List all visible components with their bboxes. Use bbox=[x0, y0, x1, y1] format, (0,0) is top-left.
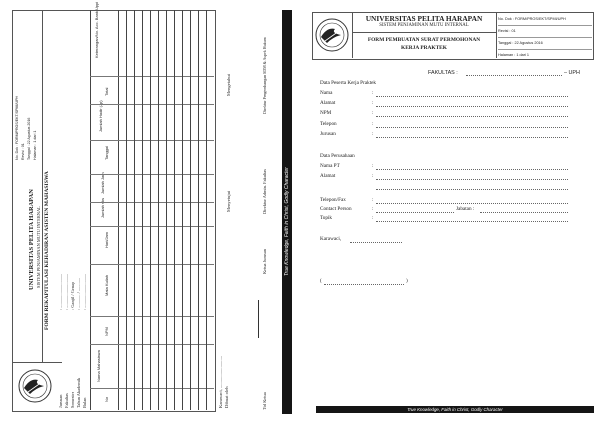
recap-col-total: Total bbox=[104, 87, 109, 96]
recap-col-npm: NPM bbox=[104, 327, 109, 336]
recap-docinfo: No. Dok : FORM/PROS/EKT/SPMI/UPH Revisi : 01 Tanggal : 22 Agustus 2016 Halaman : 1 dari 1 bbox=[15, 95, 37, 160]
alamatpt-input-2[interactable] bbox=[376, 185, 568, 190]
recap-table-left-border bbox=[90, 10, 91, 410]
namapt-input[interactable] bbox=[376, 165, 568, 170]
recap-sign-mengetahui: Mengetahui bbox=[226, 74, 231, 96]
letter-title: FORM PEMBUATAN SURAT PERMOHONAN KERJA PRAKTEK bbox=[367, 37, 481, 51]
recap-col-nama: Nama Mahasiswa bbox=[96, 350, 101, 382]
recap-col-tanggal: Tanggal bbox=[104, 145, 109, 160]
letter-company-section: Data Perusahaan bbox=[320, 153, 355, 159]
letter-field-npm: NPM bbox=[320, 110, 332, 116]
letter-colon-2: : bbox=[372, 100, 374, 106]
letter-colon-8: : bbox=[372, 197, 374, 203]
recap-logo bbox=[16, 368, 54, 404]
topik-input[interactable] bbox=[376, 217, 568, 222]
letter-colon-1: : bbox=[372, 90, 374, 96]
recap-col-matkul: Mata Kuliah bbox=[104, 274, 109, 296]
alamat-input[interactable] bbox=[376, 102, 568, 107]
letter-colon-7: : bbox=[372, 173, 374, 179]
letter-header-info-divider bbox=[496, 12, 497, 58]
letter-field-alamatpt: Alamat bbox=[320, 173, 336, 179]
letter-field-telfax: Telepon/Fax bbox=[320, 197, 346, 203]
karawaci-date-input[interactable] bbox=[350, 238, 402, 243]
alamatpt-input[interactable] bbox=[376, 175, 568, 180]
letter-sign-close: ) bbox=[406, 278, 408, 284]
motto-band-text: True Knowledge, Faith in Christ, Godly Character bbox=[284, 167, 290, 276]
recap-form-title: FORM REKAPITULASI KEHADIRAN ASISTEN MAHASISWA bbox=[44, 171, 50, 330]
recap-sign-karawaci: Karawaci, ............................ Dibuat oleh bbox=[218, 355, 229, 408]
recap-title-divider bbox=[42, 10, 43, 362]
recap-col-ket: Keterangan/No. Acc. Bank Uppi bbox=[94, 1, 99, 58]
recap-header-divider bbox=[12, 362, 62, 363]
letter-colon-10: : bbox=[372, 215, 374, 221]
recap-university: UNIVERSITAS PELITA HARAPAN bbox=[28, 189, 35, 290]
letter-university: UNIVERSITAS PELITA HARAPAN bbox=[365, 14, 483, 23]
letter-colon-3: : bbox=[372, 110, 374, 116]
letter-colon-6: : bbox=[372, 163, 374, 169]
telepon-input[interactable] bbox=[376, 123, 568, 128]
letter-fakultas-line bbox=[466, 71, 562, 76]
signature-name-input[interactable] bbox=[324, 280, 404, 285]
letter-header-midrule bbox=[352, 32, 496, 33]
recap-col-hari: Hari/Jam bbox=[104, 231, 109, 248]
recap-sign-direktur: Direktur Admin. Fakultas bbox=[262, 169, 267, 214]
letter-field-contact: Contact Person bbox=[320, 206, 352, 212]
npm-input[interactable] bbox=[376, 112, 568, 117]
recap-field-values: : ............................... : ............................... : Ganjil / Genap : ............ / ............ : ............................... bbox=[58, 273, 87, 310]
letter-field-telepon: Telepon bbox=[320, 121, 337, 127]
jabatan-input[interactable] bbox=[480, 208, 568, 213]
recap-fields: Jurusan Fakultas Semester Tahun Akademik Bulan bbox=[58, 377, 87, 408]
letter-field-nama: Nama bbox=[320, 90, 333, 96]
letter-colon-4: : bbox=[372, 121, 374, 127]
recap-sign-menyetujui: Menyetujui bbox=[226, 190, 231, 212]
letter-sign-open: ( bbox=[320, 278, 322, 284]
recap-sign-direktur-sdm: Direktur Pengembangan SDM & Aspek Hukum bbox=[262, 37, 267, 114]
letter-colon-9: : bbox=[372, 206, 374, 212]
letter-fakultas: FAKULTAS : bbox=[428, 70, 458, 76]
recap-table bbox=[90, 10, 214, 410]
recap-col-sks: Jumlah sks bbox=[100, 197, 105, 218]
letter-docinfo: No. Dok : FORM/PROS/EKT/SPMI/UPH Revisi : 01 Tanggal : 22 Agustus 2016 Halaman : 1 dari 1 bbox=[498, 14, 592, 61]
recap-table-header-border bbox=[118, 10, 119, 410]
recap-system: SISTEM PENJAMINAN MUTU INTERNAL bbox=[36, 206, 41, 288]
recap-sign-ttd: Ttd Ketua bbox=[262, 392, 267, 410]
letter-colon-5: : bbox=[372, 131, 374, 137]
nama-input[interactable] bbox=[376, 92, 568, 97]
telfax-input[interactable] bbox=[376, 199, 568, 204]
letter-student-section: Data Peserta Kerja Praktek bbox=[320, 80, 377, 86]
recap-col-jam: Jumlah Jam bbox=[100, 172, 105, 194]
recap-col-hadir: Jumlah Hadir (Jp) bbox=[98, 100, 103, 132]
letter-field-jurusan: Jurusan bbox=[320, 131, 336, 137]
recap-sign-line bbox=[258, 300, 259, 338]
recap-col-no: No bbox=[104, 396, 109, 402]
letter-field-alamat: Alamat bbox=[320, 100, 336, 106]
jurusan-input[interactable] bbox=[376, 133, 568, 138]
recap-sign-ketua: Ketua Jurusan bbox=[262, 249, 267, 274]
letter-footer-motto: True Knowledge, Faith in Christ, Godly Character bbox=[316, 406, 594, 413]
letter-field-namapt: Nama PT bbox=[320, 163, 340, 169]
letter-logo bbox=[313, 13, 351, 57]
letter-field-topik: Topik bbox=[320, 215, 333, 221]
contact-input[interactable] bbox=[376, 208, 454, 213]
letter-system: SISTEM PENJAMINAN MUTU INTERNAL bbox=[379, 23, 469, 28]
letter-uph-suffix: – UPH bbox=[564, 70, 580, 76]
letter-karawaci: Karawaci, bbox=[320, 236, 342, 242]
letter-jabatan-label: Jabatan : bbox=[456, 206, 475, 212]
